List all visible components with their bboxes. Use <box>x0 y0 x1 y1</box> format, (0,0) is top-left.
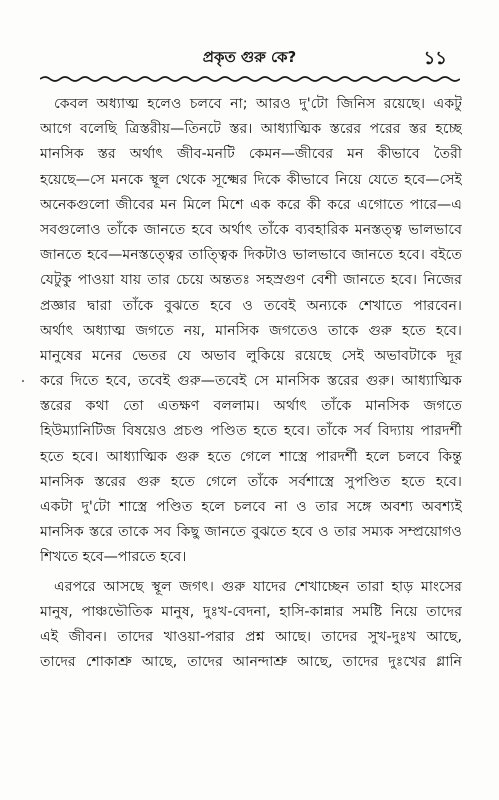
text-line: হতে হবে। আধ্যাত্মিক গুরু হতে গেলে শাস্ত্রে পারদর্শী হলে চলবে কিন্তু <box>40 448 462 465</box>
text-line: আগে বলেছি ত্রিস্তরীয়—তিনটে স্তর। আধ্যাত্মিক স্তরের পরের স্তর হচ্ছে <box>40 121 462 138</box>
paragraph-1 <box>40 92 462 571</box>
text-line: জানতে হবে—মনস্তত্ত্বের তাত্ত্বিক দিকটাও ভালভাবে জানতে হবে। বইতে <box>40 247 462 264</box>
text-line: এই জীবন। তাদের খাওয়া-পরার প্রশ্ন আছে। তাদের সুখ-দুঃখ আছে, <box>40 628 462 645</box>
text-line: স্তরের কথা তো এতক্ষণ বললাম। অর্থাৎ তাঁকে মানসিক জগতে <box>40 398 462 415</box>
chapter-title: প্রকৃত গুরু কে? <box>202 48 297 66</box>
text-line: মানসিক স্তরের গুরু হতে গেলে তাঁকে সর্বশাস্ত্রে সুপণ্ডিত হতে হবে। <box>40 473 462 490</box>
header-divider <box>40 74 460 84</box>
text-line: করে দিতে হবে, তবেই গুরু—তবেই সে মানসিক স্তরের গুরু। আধ্যাত্মিক <box>40 373 462 390</box>
text-line: অর্থাৎ অধ্যাত্ম জগতে নয়, মানসিক জগতেও তাকে গুরু হতে হবে। <box>40 322 462 339</box>
paragraph-2 <box>40 575 462 676</box>
text-line: হয়েছে—সে মনকে স্থূল থেকে সূক্ষ্মের দিকে কীভাবে নিয়ে যেতে হবে—সেই <box>40 171 462 188</box>
wavy-divider-line <box>40 74 460 84</box>
text-line: মানুষ, পাঞ্চভৌতিক মানুষ, দুঃখ-বেদনা, হাসি-কান্নার সমষ্টি নিয়ে তাদের <box>40 603 462 620</box>
text-line: একটা দু'টো শাস্ত্রে পণ্ডিত হলে চলবে না ও তার সঙ্গে অবশ্য অবশ্যই <box>40 499 462 515</box>
text-line: হিউম্যানিটিজ বিষয়েও প্রচণ্ড পণ্ডিত হতে হবে। তাঁকে সর্ব বিদ্যায় পারদর্শী <box>40 423 462 440</box>
body-text <box>40 92 462 675</box>
text-line: মানসিক স্তর অর্থাৎ জীব-মনটি কেমন—জীবের মন কীভাবে তৈরী <box>40 146 462 163</box>
page-number: ১১ <box>423 48 447 69</box>
text-line: প্রজ্ঞার দ্বারা তাঁকে বুঝতে হবে ও তবেই অন্যকে শেখাতে পারবেন। <box>40 297 462 314</box>
text-line: যেটুকু পাওয়া যায় তার চেয়ে অন্ততঃ সহস্রগুণ বেশী জানতে হবে। নিজের <box>40 272 462 289</box>
running-header <box>0 46 499 70</box>
text-line: সবগুলোও তাঁকে জানতে হবে অর্থাৎ তাঁকে ব্যবহারিক মনস্তত্ত্ব ভালভাবে <box>40 221 462 238</box>
text-line: কেবল অধ্যাত্ম হলেও চলবে না; আরও দু'টো জিনিস রয়েছে। একটু <box>54 96 462 112</box>
text-line: অনেকগুলো জীবের মন মিলে মিশে এক করে কী করে এগোতে পারে—এ <box>40 196 462 213</box>
text-line: মানুষের মনের ভেতর যে অভাব লুকিয়ে রয়েছে সেই অভাবটাকে দূর <box>40 347 462 364</box>
margin-dot <box>22 380 24 382</box>
text-line: মানসিক স্তরে তাকে সব কিছু জানতে বুঝতে হবে ও তার সম্যক সম্প্রয়োগও <box>40 524 462 541</box>
text-line: তাদের শোকাশ্রু আছে, তাদের আনন্দাশ্রু আছে, তাদের দুঃখের গ্লানি <box>40 654 462 671</box>
text-line: শিখতে হবে—পারতে হবে। <box>40 549 187 566</box>
text-line: এরপরে আসছে স্থূল জগৎ। গুরু যাদের শেখাচ্ছেন তারা হাড় মাংসের <box>54 578 462 595</box>
